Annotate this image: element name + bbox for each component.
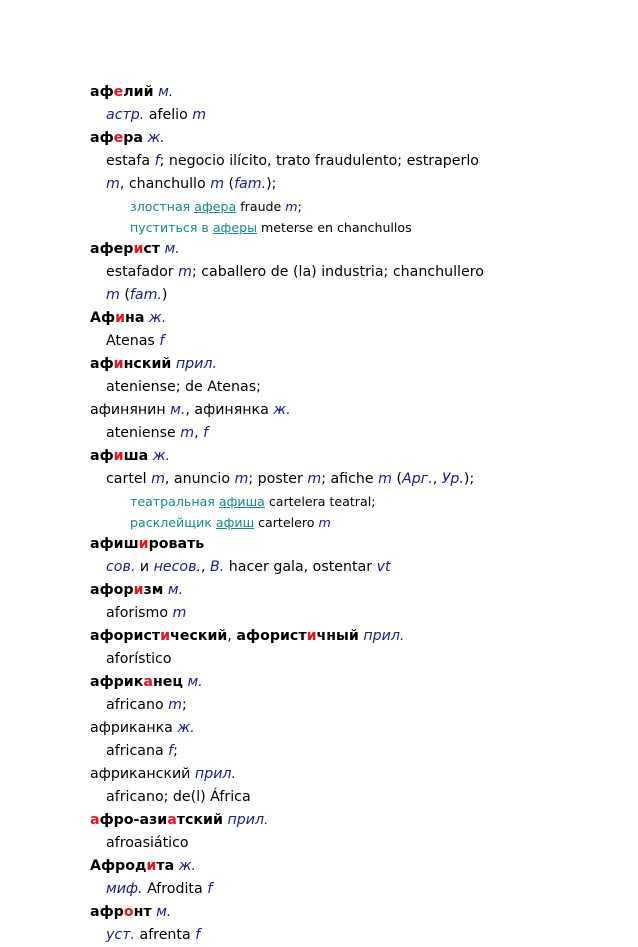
entry-example-line <box>90 512 630 533</box>
entry-headword-line <box>90 901 630 924</box>
text-segment: аф <box>90 448 114 464</box>
text-segment: africano <box>106 697 169 713</box>
text-segment: фро-ази <box>99 812 168 828</box>
entry-definition-line <box>90 786 630 809</box>
text-segment: м. <box>156 904 172 920</box>
text-segment: раскл <box>130 515 169 530</box>
entry-definition-line <box>90 173 630 196</box>
text-segment: е <box>231 220 240 235</box>
entry-definition-line <box>90 694 630 717</box>
text-segment: африканка <box>90 720 178 736</box>
dictionary-page <box>90 81 630 947</box>
text-segment: hacer gala, ostentar <box>224 559 377 575</box>
entry-definition-line <box>90 422 630 445</box>
text-segment: афинянин <box>90 402 171 418</box>
text-segment: ж. <box>178 858 196 874</box>
entry-headword-line <box>90 855 630 878</box>
text-segment: cartelero <box>254 515 319 530</box>
text-segment: ; caballero de (la) industria; chanchullero <box>191 264 484 280</box>
text-segment: cartel <box>106 471 152 487</box>
text-segment: ться в <box>168 220 213 235</box>
text-segment: уст. <box>106 927 135 943</box>
entry-definition-line <box>90 832 630 855</box>
text-segment: на <box>125 310 145 326</box>
text-segment: m <box>318 515 331 530</box>
text-segment: ) <box>161 287 168 303</box>
text-segment: m <box>106 176 120 192</box>
text-segment: и <box>159 220 169 235</box>
text-segment: ateniense; de Atenas; <box>106 379 261 395</box>
text-segment: льная <box>175 494 219 509</box>
text-segment: , афинянка <box>185 402 274 418</box>
text-segment: зм <box>143 582 164 598</box>
entry-definition-line <box>90 602 630 625</box>
text-segment: f <box>203 425 209 441</box>
text-segment: ( <box>391 471 403 487</box>
text-segment: m <box>378 471 392 487</box>
text-segment: ра <box>123 130 144 146</box>
text-segment: и <box>234 515 243 530</box>
text-segment: о <box>144 199 153 214</box>
entry-definition-line <box>90 648 630 671</box>
text-segment: о <box>123 904 134 920</box>
entry-definition-line <box>90 740 630 763</box>
text-segment: , chanchullo <box>119 176 211 192</box>
text-segment: аф <box>212 220 232 235</box>
text-segment: чный <box>316 628 359 644</box>
text-segment: афор <box>90 582 134 598</box>
text-segment: прил. <box>194 766 237 782</box>
text-segment: m <box>151 471 165 487</box>
text-segment: , anuncio <box>164 471 235 487</box>
text-segment: и <box>237 494 246 509</box>
entry-example-line <box>90 196 630 217</box>
text-segment: и <box>306 628 317 644</box>
text-segment: и <box>133 582 144 598</box>
text-segment: ж. <box>147 130 165 146</box>
text-segment: е <box>168 515 177 530</box>
text-segment: и <box>138 536 149 552</box>
text-segment: africano; de(l) África <box>106 789 251 805</box>
entry-definition-line <box>90 556 630 579</box>
text-segment: m <box>106 287 120 303</box>
text-segment: прил. <box>227 812 269 828</box>
text-segment: зл <box>130 199 145 214</box>
entry-headword-line <box>90 717 630 740</box>
text-segment: vt <box>376 559 391 575</box>
text-segment: aforístico <box>106 651 172 667</box>
entry-headword-line <box>90 238 630 261</box>
text-segment: и <box>113 448 124 464</box>
text-segment: ческий <box>170 628 228 644</box>
text-segment: астр. <box>106 107 145 123</box>
text-segment: ж. <box>148 310 167 326</box>
text-segment: аф <box>218 494 238 509</box>
text-segment: ( <box>119 287 130 303</box>
text-segment: м. <box>164 241 180 257</box>
text-segment: m <box>192 107 207 123</box>
entry-headword-line <box>90 579 630 602</box>
text-segment: несов. <box>153 559 201 575</box>
text-segment: ра <box>220 199 237 214</box>
text-segment: афорист <box>90 628 161 644</box>
text-segment: ; <box>173 743 178 759</box>
text-segment: Афрод <box>90 858 147 874</box>
entry-definition-line <box>90 924 630 947</box>
text-segment: аф <box>215 515 235 530</box>
text-segment: та <box>156 858 175 874</box>
text-segment: и <box>146 858 157 874</box>
text-segment: лий <box>123 84 154 100</box>
text-segment: m <box>285 199 298 214</box>
entry-headword-line <box>90 763 630 786</box>
text-segment: meterse en chanchullos <box>257 220 412 235</box>
text-segment: м. <box>170 402 186 418</box>
text-segment: Аф <box>90 310 116 326</box>
entry-example-line <box>90 217 630 238</box>
text-segment: м. <box>158 84 174 100</box>
text-segment: Арг. <box>402 471 433 487</box>
text-segment: и <box>160 628 171 644</box>
text-segment: тский <box>176 812 223 828</box>
entry-headword-line <box>90 81 630 104</box>
text-segment: estafa <box>106 153 155 169</box>
text-segment: ; <box>297 199 302 214</box>
text-segment: ; poster <box>248 471 308 487</box>
text-segment: е <box>212 199 221 214</box>
text-segment: afroasiático <box>106 835 189 851</box>
text-segment: е <box>113 84 124 100</box>
text-segment: , <box>227 628 237 644</box>
entry-definition-line <box>90 261 630 284</box>
entry-headword-line <box>90 671 630 694</box>
text-segment: afrenta <box>134 927 196 943</box>
text-segment: В. <box>210 559 225 575</box>
text-segment: ; negocio ilícito, trato fraudulento; estraperlo <box>159 153 479 169</box>
text-segment: Afrodita <box>142 881 208 897</box>
text-segment: йщик <box>176 515 216 530</box>
text-segment: стная <box>152 199 195 214</box>
text-segment: африканский <box>90 766 195 782</box>
text-segment: и <box>135 559 154 575</box>
text-segment: m <box>307 471 322 487</box>
text-segment: и <box>133 241 144 257</box>
text-segment: m <box>172 605 187 621</box>
entry-definition-line <box>90 104 630 127</box>
text-segment: ш <box>242 515 255 530</box>
text-segment: afelio <box>144 107 193 123</box>
text-segment: ст <box>143 241 161 257</box>
text-segment: м. <box>187 674 203 690</box>
entry-definition-line <box>90 878 630 901</box>
text-segment: аф <box>194 199 213 214</box>
text-segment: m <box>178 264 192 280</box>
text-segment: cartelera teatral; <box>264 494 376 509</box>
text-segment: а <box>168 494 176 509</box>
text-segment: ровать <box>148 536 205 552</box>
entry-definition-line <box>90 376 630 399</box>
text-segment: ); <box>266 176 277 192</box>
entry-headword-line <box>90 307 630 330</box>
entry-headword-line <box>90 533 630 556</box>
entry-example-line <box>90 491 630 512</box>
entry-definition-line <box>90 468 630 491</box>
text-segment: ж. <box>177 720 195 736</box>
text-segment: афиш <box>90 536 139 552</box>
text-segment: , <box>432 471 442 487</box>
text-segment: ж. <box>273 402 291 418</box>
entry-definition-line <box>90 330 630 353</box>
text-segment: нец <box>152 674 183 690</box>
text-segment: и <box>115 310 126 326</box>
text-segment: афорист <box>236 628 307 644</box>
text-segment: africana <box>106 743 169 759</box>
text-segment: m <box>234 471 249 487</box>
text-segment: m <box>168 697 182 713</box>
text-segment: сов. <box>106 559 136 575</box>
text-segment: m <box>180 425 195 441</box>
entry-definition-line <box>90 150 630 173</box>
text-segment: ( <box>224 176 235 192</box>
text-segment: а <box>143 674 153 690</box>
text-segment: прил. <box>175 356 217 372</box>
entry-headword-line <box>90 353 630 376</box>
text-segment: и <box>113 356 124 372</box>
text-segment: нт <box>133 904 152 920</box>
text-segment: афр <box>90 904 124 920</box>
text-segment: афер <box>90 241 134 257</box>
text-segment: Ур. <box>441 471 464 487</box>
text-segment: f <box>154 153 160 169</box>
text-segment: аф <box>90 84 114 100</box>
text-segment: прил. <box>363 628 405 644</box>
text-segment: пуст <box>130 220 160 235</box>
text-segment: м. <box>167 582 184 598</box>
text-segment: estafador <box>106 264 179 280</box>
text-segment: , <box>194 425 204 441</box>
entry-headword-line <box>90 399 630 422</box>
text-segment: f <box>207 881 213 897</box>
text-segment: аф <box>90 130 114 146</box>
text-segment: f <box>159 333 165 349</box>
text-segment: аф <box>90 356 114 372</box>
text-segment: Atenas <box>106 333 160 349</box>
text-segment: а <box>167 812 177 828</box>
entry-headword-line <box>90 625 630 648</box>
text-segment: ша <box>245 494 265 509</box>
text-segment: aforismo <box>106 605 173 621</box>
entry-headword-line <box>90 127 630 150</box>
entry-definition-line <box>90 284 630 307</box>
text-segment: нский <box>123 356 172 372</box>
text-segment: fam. <box>234 176 267 192</box>
entry-headword-line <box>90 445 630 468</box>
text-segment: f <box>195 927 201 943</box>
text-segment: ; <box>181 697 187 713</box>
text-segment: миф. <box>106 881 143 897</box>
text-segment: ша <box>123 448 149 464</box>
text-segment: ; afiche <box>321 471 379 487</box>
text-segment: ры <box>239 220 258 235</box>
text-segment: f <box>168 743 174 759</box>
text-segment: ж. <box>152 448 171 464</box>
entry-headword-line <box>90 809 630 832</box>
text-segment: ); <box>463 471 475 487</box>
text-segment: е <box>113 130 124 146</box>
text-segment: fraude <box>236 199 286 214</box>
text-segment: m <box>210 176 225 192</box>
text-segment: а <box>90 812 100 828</box>
text-segment: fam. <box>129 287 162 303</box>
text-segment: театр <box>130 494 169 509</box>
text-segment: африк <box>90 674 144 690</box>
text-segment: , <box>200 559 210 575</box>
text-segment: ateniense <box>106 425 181 441</box>
